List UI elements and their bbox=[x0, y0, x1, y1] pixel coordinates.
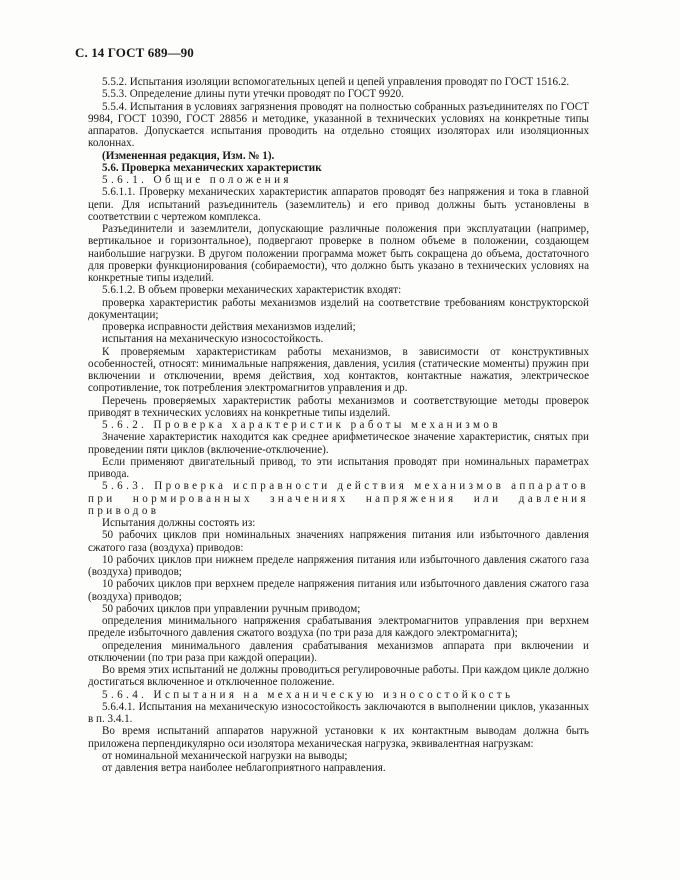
paragraph-5-6-1-1: 5.6.1.1. Проверку механических характеристик аппаратов проводят без напряжения и тока в главной цепи. Для испытаний разъединитель (заземлитель) и его привод должны быть установлены в соответствии с чертежом комплекса. bbox=[88, 186, 589, 223]
list-item-nominal-load: от номинальной механической нагрузки на выводы; bbox=[102, 749, 348, 762]
section-5-6-title: 5.6. Проверка механических характеристик bbox=[102, 161, 322, 174]
list-item-min-voltage: определения минимального напряжения срабатывания электромагнитов управления при верхнем пределе избыточного давления сжатого воздуха (по три раза для каждого электромагнита); bbox=[88, 615, 589, 640]
list-item-10-cycles-lower: 10 рабочих циклов при нижнем пределе напряжения питания или избыточного давления сжатого газа (воздуха) приводов; bbox=[88, 553, 589, 578]
list-item-min-pressure: определения минимального давления срабатывания механизмов аппарата при включении и отключении (по три раза при каждой операции). bbox=[88, 639, 589, 664]
paragraph-characteristics: К проверяемым характеристикам работы механизмов, в зависимости от конструктивных особенностей, относят: минимальные напряжения, давления, усилия (статические моменты) пружин при включении и отключении, время действия, ход контактов, контактные нажатия, электрическое сопротивление, ток потребления электромагнитов управления и др. bbox=[88, 345, 589, 395]
paragraph-motor-drive: Если применяют двигательный привод, то эти испытания проводят при номинальных параметрах привода. bbox=[88, 455, 589, 480]
list-item-wind-pressure: от давления ветра наиболее неблагоприятного направления. bbox=[102, 762, 386, 774]
list-item-10-cycles-upper: 10 рабочих циклов при верхнем пределе напряжения питания или избыточного давления сжатого газа (воздуха) приводов; bbox=[88, 578, 589, 603]
subsection-5-6-1-heading: 5.6.1. Общие положения bbox=[102, 174, 292, 186]
paragraph-5-5-4: 5.5.4. Испытания в условиях загрязнения проводят на полностью собранных разъединителях по ГОСТ 9984, ГОСТ 10390, ГОСТ 28856 и методике, указанной в технических условиях на конкретные типы аппаратов. Допускается испытания проводить на отдельно стоящих изоляторах или изоляционных колоннах. bbox=[88, 100, 589, 150]
list-item-characteristics-check: проверка характеристик работы механизмов изделий на соответствие требованиям конструкторской документации; bbox=[88, 296, 589, 321]
paragraph-5-5-2: 5.5.2. Испытания изоляции вспомогательных цепей и цепей управления проводят по ГОСТ 1516.2. bbox=[102, 76, 570, 88]
amendment-note-text: (Измененная редакция, Изм. № 1). bbox=[102, 149, 275, 162]
amendment-note bbox=[88, 150, 589, 162]
paragraph-positions: Разъединители и заземлители, допускающие различные положения при эксплуатации (например, вертикальное и горизонтальное), подвергают проверке в полном объеме в положении, создающем наибольшие нагрузки. В другом положении программа может быть сокращена до объема, достаточного для проверки функционирования (собираемости), что должно быть указано в технических условиях на конкретные типы изделий. bbox=[88, 223, 589, 284]
subsection-5-6-4-heading: 5.6.4. Испытания на механическую износостойкость bbox=[102, 688, 514, 701]
page-header: С. 14 ГОСТ 689—90 bbox=[75, 45, 194, 60]
list-item-wear-test: испытания на механическую износостойкость. bbox=[102, 333, 324, 346]
paragraph-5-6-1-2: 5.6.1.2. В объем проверки механических характеристик входят: bbox=[102, 284, 402, 297]
paragraph-outdoor-tests: Во время испытаний аппаратов наружной установки к их контактным выводам должна быть приложена перпендикулярно оси изолятора механическая нагрузка, эквивалентная нагрузкам: bbox=[88, 725, 589, 750]
paragraph-5-5-3: 5.5.3. Определение длины пути утечки проводят по ГОСТ 9920. bbox=[102, 88, 404, 101]
list-item-50-cycles-manual: 50 рабочих циклов при управлении ручным приводом; bbox=[102, 602, 361, 615]
paragraph-5-6-4-1: 5.6.4.1. Испытания на механическую износостойкость заключаются в выполнении циклов, указанных в п. 3.4.1. bbox=[88, 700, 589, 725]
subsection-5-6-2-heading: 5.6.2. Проверка характеристик работы механизмов bbox=[102, 419, 501, 431]
paragraph-no-adjustment: Во время этих испытаний не должны проводиться регулировочные работы. При каждом цикле должно достигаться включенное и отключенное положение. bbox=[88, 664, 589, 689]
section-5-6-heading bbox=[88, 162, 589, 174]
paragraph-tests-consist: Испытания должны состоять из: bbox=[102, 517, 256, 529]
subsection-5-6-3-heading: 5.6.3. Проверка исправности действия механизмов аппаратов при нормированных значениях напряжения или давления приводов bbox=[88, 480, 589, 517]
paragraph-mean-value: Значение характеристик находится как среднее арифметическое значение характеристик, снятых при проведении пяти циклов (включение-отключение). bbox=[88, 431, 589, 456]
document-body bbox=[88, 76, 589, 774]
paragraph-list-of-characteristics: Перечень проверяемых характеристик работы механизмов и соответствующие методы проверок приводят в технических условиях на конкретные типы изделий. bbox=[88, 394, 589, 419]
list-item-mechanism-check: проверка исправности действия механизмов изделий; bbox=[102, 321, 356, 333]
list-item-50-cycles-nominal: 50 рабочих циклов при номинальных значениях напряжения питания или избыточного давления сжатого газа (воздуха) приводов: bbox=[88, 529, 589, 554]
